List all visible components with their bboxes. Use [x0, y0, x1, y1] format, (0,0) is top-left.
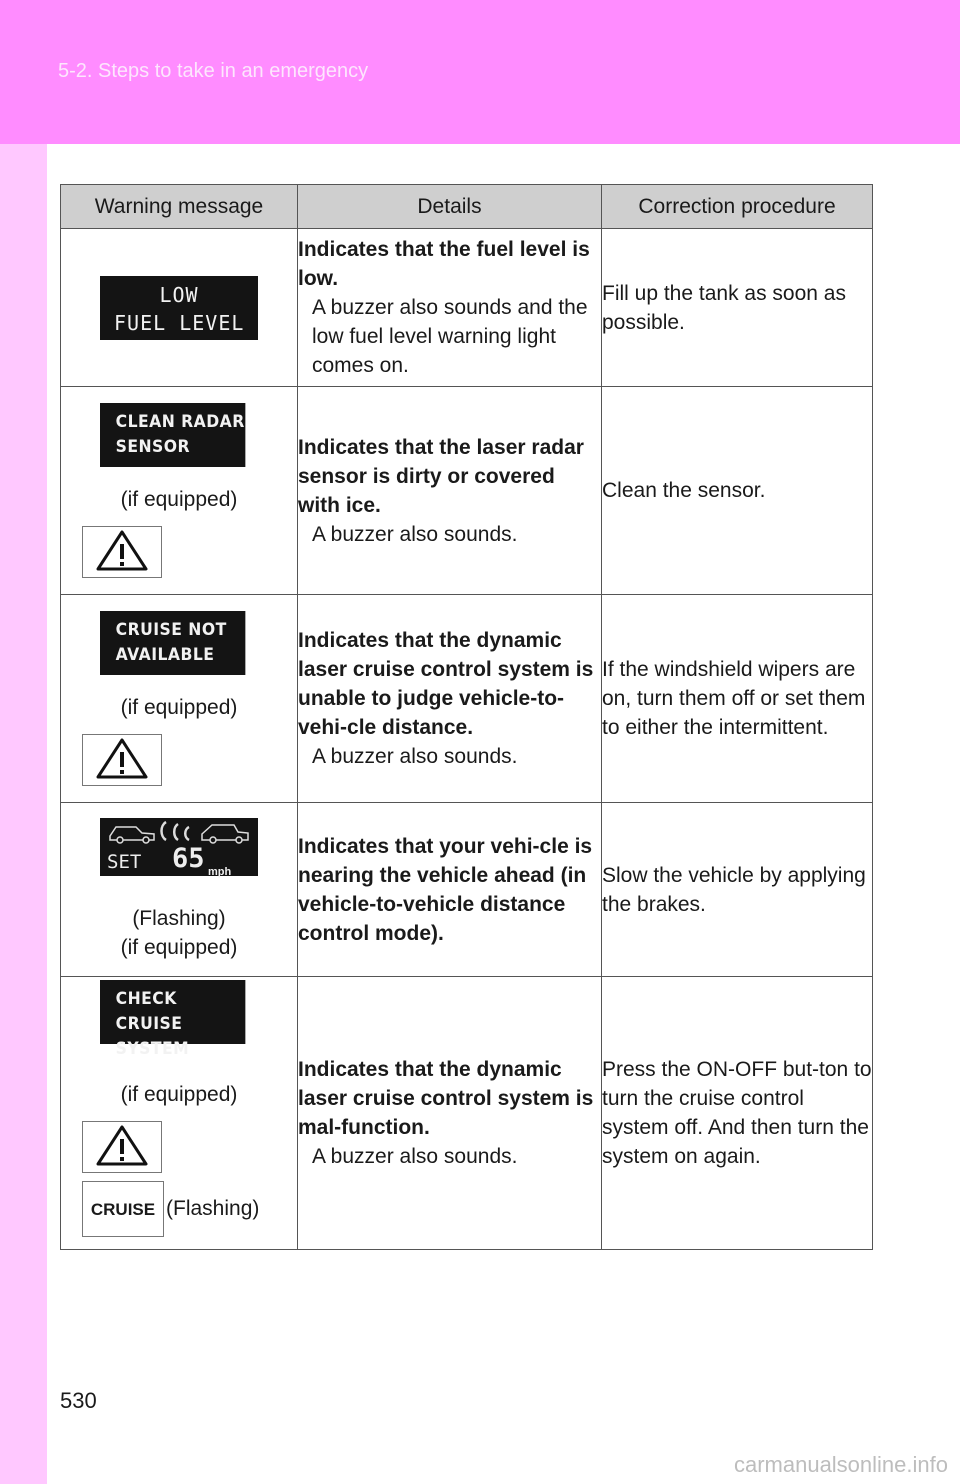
warning-message-cell: [61, 387, 298, 595]
table-row: [61, 977, 873, 1250]
warning-triangle-icon: [82, 526, 162, 578]
warning-triangle-icon: [82, 734, 162, 786]
details-bold: Indicates that the fuel level is low.: [298, 238, 590, 290]
table-row: [61, 595, 873, 803]
display-line: CHECK CRUISE: [115, 988, 183, 1034]
details-bold: Indicates that the dynamic laser cruise control system is unable to judge vehicle-to-vehi-cle distance.: [298, 629, 594, 739]
correction-cell: Slow the vehicle by applying the brakes.: [602, 803, 873, 977]
correction-cell: Press the ON-OFF but-ton to turn the cruise control system off. And then turn the system on again.: [602, 977, 873, 1250]
table-header-row: [61, 185, 873, 229]
correction-cell: Clean the sensor.: [602, 387, 873, 595]
warning-message-cell: [61, 977, 298, 1250]
side-strip: [0, 144, 47, 1484]
flashing-note: (Flashing): [166, 1197, 260, 1220]
equipped-note: (if equipped): [120, 696, 238, 719]
column-header-warning: Warning message: [61, 185, 298, 229]
page-header: [0, 0, 960, 144]
section-title: 5-2. Steps to take in an emergency: [58, 60, 369, 82]
details-cell: [298, 803, 602, 977]
details-cell: [298, 977, 602, 1250]
cruise-indicator-icon: CRUISE: [82, 1181, 164, 1237]
page-number: 530: [60, 1388, 97, 1413]
footer-watermark: carmanualsonline.info: [733, 1452, 948, 1477]
column-header-details: Details: [298, 185, 602, 229]
warning-message-cell: [61, 229, 298, 387]
flashing-note: (Flashing): [132, 906, 226, 930]
display-line: FUEL LEVEL: [114, 310, 245, 335]
display-line: SYSTEM: [115, 1038, 190, 1059]
details-text: A buzzer also sounds.: [312, 745, 518, 768]
display-line: SENSOR: [115, 437, 191, 457]
check-cruise-display: [100, 980, 245, 1059]
display-line: CLEAN RADAR: [115, 412, 245, 432]
display-line: LOW: [159, 282, 199, 307]
warning-message-cell: [61, 595, 298, 803]
cruise-not-available-display: [100, 611, 245, 675]
details-cell: [298, 229, 602, 387]
speed-unit: mph: [208, 865, 232, 878]
set-label: SET: [107, 850, 142, 873]
correction-cell: Fill up the tank as soon as possible.: [602, 229, 873, 387]
details-text: A buzzer also sounds.: [312, 1145, 518, 1168]
correction-cell: If the windshield wipers are on, turn them off or set them to either the intermittent.: [602, 595, 873, 803]
table-row: [61, 387, 873, 595]
cruise-indicator-row: [82, 1181, 297, 1237]
clean-radar-display: [100, 403, 245, 467]
details-text: A buzzer also sounds.: [312, 522, 518, 546]
equipped-note: (if equipped): [120, 1082, 238, 1106]
table-row: [61, 229, 873, 387]
display-line: AVAILABLE: [115, 645, 215, 665]
warning-message-cell: [61, 803, 298, 977]
details-text: A buzzer also sounds and the low fuel level warning light comes on.: [312, 296, 588, 377]
details-cell: [298, 387, 602, 595]
details-cell: [298, 595, 602, 803]
details-bold: Indicates that the laser radar sensor is dirty or covered with ice.: [298, 435, 584, 517]
low-fuel-display: [100, 276, 258, 340]
set-speed: 65: [172, 842, 205, 874]
details-bold: Indicates that the dynamic laser cruise control system is mal-function.: [298, 1058, 594, 1139]
table-row: [61, 803, 873, 977]
warning-triangle-icon: [82, 1121, 162, 1173]
equipped-note: (if equipped): [120, 935, 238, 959]
details-bold: Indicates that your vehi-cle is nearing the vehicle ahead (in vehicle-to-vehicle distance control mode).: [298, 834, 593, 945]
display-line: CRUISE NOT: [115, 620, 227, 640]
warning-messages-table: [60, 184, 873, 1250]
vehicle-distance-display: [100, 818, 258, 876]
column-header-correction: Correction procedure: [602, 185, 873, 229]
vehicle-distance-icon: [100, 818, 258, 846]
equipped-note: (if equipped): [120, 488, 238, 511]
